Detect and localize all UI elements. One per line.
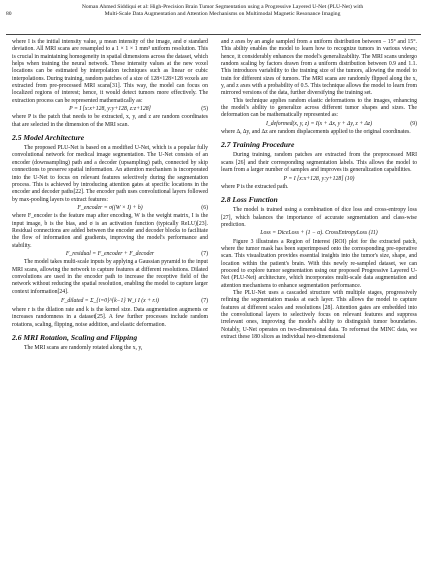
equation-number: (6) <box>201 204 208 211</box>
equation-11: Loss = DiceLoss + (1 − α). CrossEntropyLoss (11) <box>260 230 378 237</box>
page-number: 80 <box>6 11 12 17</box>
running-title-line2: Multi-Scale Data Augmentation and Attention Mechanisms on Multimodal Magnetic Resonance Imaging <box>104 11 341 17</box>
equation-body: F_dilated = Σ_{i=0}^{k−1} W_i I (x + r.i) <box>61 298 159 304</box>
left-column <box>12 39 208 352</box>
running-title <box>6 4 421 18</box>
equation-number: (5) <box>201 106 208 113</box>
paragraph: This technique applies random elastic deformations to the images, enhancing the model's ability to generalize across different tumor shapes and sizes. The deformation can be mathematically represented as: <box>221 97 417 119</box>
equation-body: F_residual = F_encoder + F_decoder <box>65 250 155 257</box>
paragraph: where r is the dilation rate and k is the kernel size. Data augmentation augments or increases randomness in a dataset[25]. A few further processes include random rotations, scaling, flipping, noise addition, and elastic deformation. <box>12 307 208 328</box>
equation-body: P = I [x:x+128, y:y+128, z:z+128] <box>69 106 151 113</box>
paragraph: where Δ, Δy, and Δz are random displacements applied to the original coordinates. <box>221 129 411 136</box>
equation-7 <box>12 251 208 258</box>
running-title-line1: Noman Ahmed Siddiqui et al: High-Precision Brain Tumor Segmentation using a Progressive Layered U-Net (PLU-Net) with <box>81 4 364 10</box>
equation-body: I_deformed(x, y, z) = I(x + Δx, y + Δy, z + Δz) <box>265 120 373 127</box>
paragraph: where I is the initial intensity value, μ mean intensity of the image, and σ standard deviation. All MRI scans are resampled to a 1 × 1 × 1 mm³ uniform resolution. This is crucial in maintaining homogeneity in spatial dimensions across the dataset, which helps when training the neural network. These intensity values at the new voxel locations can be estimated by interpolation techniques such as linear or cubic interpolations. During training, random patches of a size of 128×128×128 voxels are extracted from pre-processed MRI scans[31]. This way, the model can focus on localized regions of interest; hence, it would detect tumors more effectively. The extraction process can be represented mathematically as: <box>12 39 208 104</box>
paragraph: During training, random patches are extracted from the preprocessed MRI scans [26] and their corresponding segmentation labels. This allows the model to learn from a larger number of samples and improves its generalization capabilities. <box>221 152 417 174</box>
paragraph: Figure 3 illustrates a Region of Interest (ROI) plot for the extracted patch, where the tumor mask has been superimposed onto the corresponding pre-operative scan. This visualization provides essential insights into the tumor's size, shape, and location within the patient's brain. With this newly re-sampled dataset, we can proceed to explore tumor segmentation using our proposed Progressive Layered U-Net (PLU-Net) architecture, which incorporates multi-scale data augmentation and attention mechanisms to enhance segmentation performance. <box>221 238 417 289</box>
equation-number: (7) <box>201 250 208 257</box>
paragraph: The PLU-Net uses a cascaded structure with multiple stages, progressively refining the segmentation masks at each layer. This allows the model to capture features at different scales and resolutions [28]. Attention gates are embedded into the convolutional layers to selectively focus on relevant features and suppress irrelevant ones, improving the model's ability to distinguish tumor boundaries. Notably, U-Net operates on two-dimensional data. To reformat the MINC data, we extract these 180 slices as individual two-dimensional <box>221 289 417 341</box>
paragraph: and z axes by an angle sampled from a uniform distribution between − 15° and 15°. This ability enables the model to learn how to recognize tumors in various views; hence, it considerably enhances the model's generalizability. The MRI scans undergo random scaling by factors drawn from a uniform distribution between 0.9 and 1.1. This introduces variability to the training size of the tumors, allowing the model to train for different sizes of tumors. The MRI scans are randomly flipped along the x, y, and z axes with a probability of 0.5. This technique allows the model to learn from mirrored versions of the data, further diversifying the training set. <box>221 39 417 97</box>
section-heading-training-procedure: 2.7 Training Procedure <box>221 140 295 150</box>
right-column <box>221 39 417 341</box>
equation-10: P = I [x:x+128, y:y+128] (10) <box>283 175 355 182</box>
equation-dilated <box>12 297 208 306</box>
equation-9 <box>221 121 417 128</box>
page-header <box>6 4 421 35</box>
equation-6 <box>12 205 208 212</box>
paragraph: The MRI scans are randomly rotated along the x, y, <box>24 345 143 352</box>
paragraph: where P is the extracted path. <box>221 183 289 190</box>
paragraph: The model is trained using a combination of dice loss and cross-entropy loss [27], which balances the importance of accurate segmentation and class-wise prediction. <box>221 207 417 228</box>
section-heading-mri-rotation: 2.6 MRI Rotation, Scaling and Flipping <box>12 333 138 343</box>
section-heading-model-architecture: 2.5 Model Architecture <box>12 133 85 143</box>
paragraph: where P is the patch that needs to be extracted, x, y, and z are random coordinates that are selected in the dimension of the MRI scan. <box>12 114 208 128</box>
equation-body: F_encoder = σ((W × I) + b) <box>77 204 143 211</box>
equation-number: (7) <box>201 298 208 304</box>
section-heading-loss-function: 2.8 Loss Function <box>221 195 278 205</box>
paragraph: where F_encoder is the feature map after encoding, W is the weight matrix, I is the input image, b is the bias, and σ is an activation function (typically ReLU)[23]. Residual connections are added between the encoder and decoder blocks to facilitate the flow of information and gradients, improving the model's performance and stability. <box>12 213 208 249</box>
paragraph: The model takes multi-scale inputs by applying a Gaussian pyramid to the input MRI scans, allowing the network to capture features at different resolutions. Dilated convolutions are used in the encoder path to increase the receptive field of the network without reducing the spatial resolution, enabling the model to capture larger context information[24]. <box>12 259 208 295</box>
equation-5 <box>12 106 208 113</box>
equation-number: (9) <box>410 120 417 127</box>
paragraph: The proposed PLU-Net is based on a modified U-Net, which is a popular fully convolutional network for medical image segmentation. The U-Net consists of an encoder (downsampling) path and a decoder (upsampling) path, connected by skip connections to preserve spatial information. An attention mechanism is incorporated into the U-Net to focus on relevant features selectively during the segmentation process. This is achieved by introducing attention gates at specific locations in the encoder and decoder paths[22]. The encoder path uses convolutional layers followed by max-pooling layers to extract features: <box>12 145 208 203</box>
